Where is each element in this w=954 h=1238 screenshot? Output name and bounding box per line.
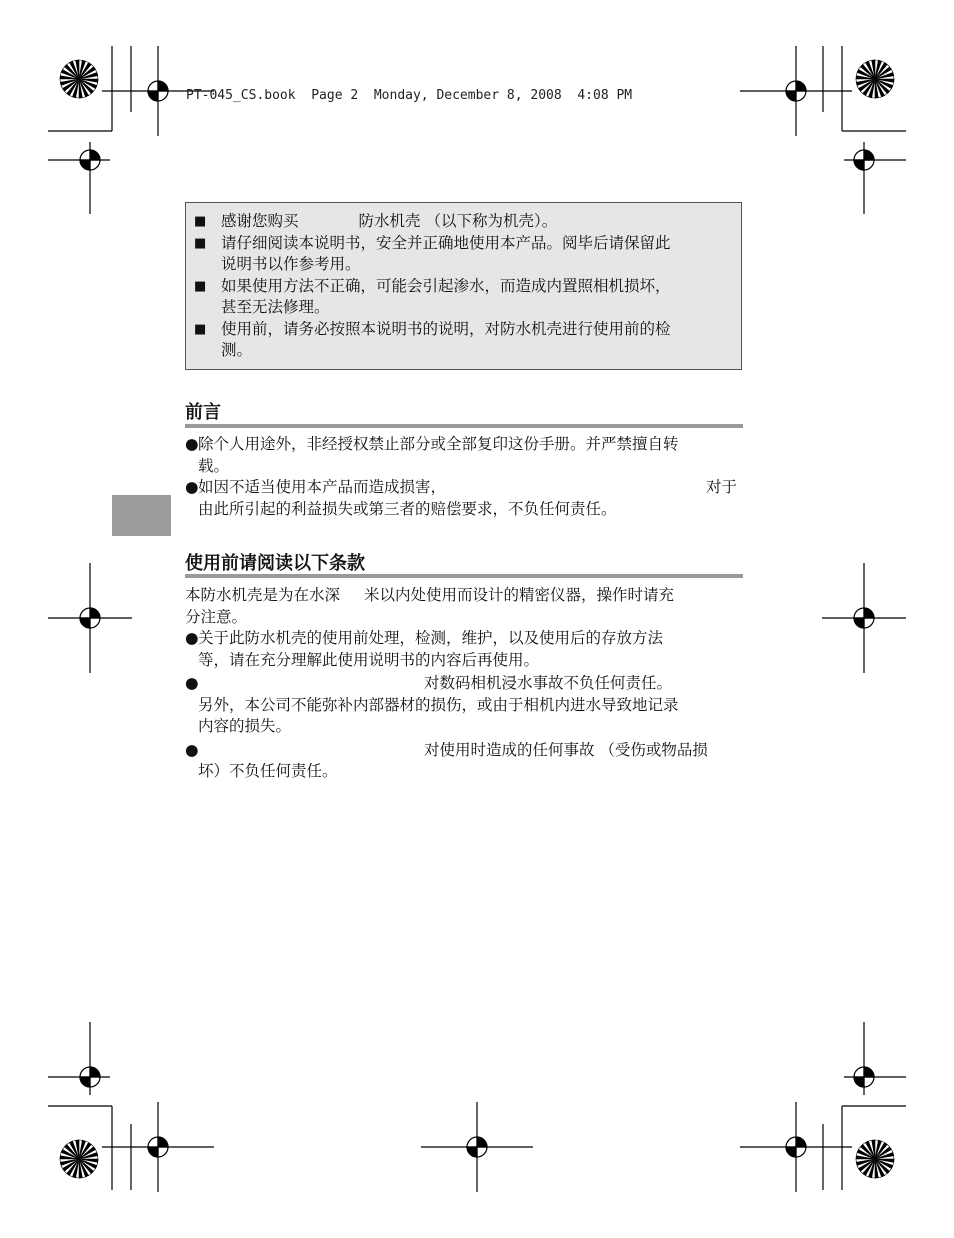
list-text: 对使用时造成的任何事故 （受伤或物品损 xyxy=(424,740,708,759)
notice-text: 如果使用方法不正确，可能会引起渗水，而造成内置照相机损坏， xyxy=(221,276,671,295)
notice-item xyxy=(194,276,731,319)
intro-text: 分注意。 xyxy=(185,607,248,626)
preface-list xyxy=(185,434,745,520)
list-text: 另外，本公司不能弥补内部器材的损伤，或由于相机内进水导致地记录 xyxy=(198,695,679,714)
list-text: 内容的损失。 xyxy=(198,717,292,735)
list-text: 坏）不负任何责任。 xyxy=(198,762,338,780)
notice-text: 感谢您购买 xyxy=(221,212,299,230)
intro-text: 米以内处使用而设计的精密仪器，操作时请充 xyxy=(364,586,675,604)
notice-text: 防水机壳 （以下称为机壳）。 xyxy=(358,212,558,230)
section-title-preface: 前言 xyxy=(185,402,221,423)
square-bullet-icon: ■ xyxy=(194,278,207,294)
list-text: 关于此防水机壳的使用前处理，检测，维护，以及使用后的存放方法 xyxy=(198,629,664,647)
notice-text: 请仔细阅读本说明书，安全并正确地使用本产品。阅毕后请保留此 xyxy=(221,233,671,252)
list-text: 除个人用途外，非经授权禁止部分或全部复印这份手册。并严禁擅自转 xyxy=(198,435,679,453)
notice-text: 说明书以作参考用。 xyxy=(221,255,361,273)
bullet-dot-icon: ● xyxy=(185,435,199,453)
list-text: 等，请在充分理解此使用说明书的内容后再使用。 xyxy=(198,650,540,669)
intro-text: 本防水机壳是为在水深 xyxy=(185,586,341,604)
list-text: 由此所引起的利益损失或第三者的赔偿要求，不负任何责任。 xyxy=(198,499,617,518)
square-bullet-icon: ■ xyxy=(194,214,207,229)
running-head: PT-045_CS.book Page 2 Monday, December 8, 2008 4:08 PM xyxy=(186,88,633,103)
terms-intro xyxy=(185,585,745,607)
list-item xyxy=(185,434,745,477)
list-text: 载。 xyxy=(198,456,230,475)
square-bullet-icon: ■ xyxy=(194,321,207,337)
bullet-dot-icon: ● xyxy=(185,478,199,496)
list-text: 如因不适当使用本产品而造成损害， xyxy=(198,478,447,496)
section-rule xyxy=(185,574,743,578)
notice-item xyxy=(194,211,731,233)
list-item xyxy=(185,628,745,671)
terms-body xyxy=(185,585,745,783)
list-item xyxy=(185,477,745,520)
list-text: 对于 xyxy=(706,478,738,496)
list-item xyxy=(185,673,745,738)
notice-item xyxy=(194,319,731,362)
list-item xyxy=(185,740,745,783)
bullet-dot-icon: ● xyxy=(185,740,199,759)
list-text: 对数码相机浸水事故不负任何责任。 xyxy=(424,674,673,692)
notice-text: 甚至无法修理。 xyxy=(221,298,330,316)
bullet-dot-icon: ● xyxy=(185,629,199,647)
chapter-tab xyxy=(112,495,171,536)
bullet-dot-icon: ● xyxy=(185,674,199,692)
square-bullet-icon: ■ xyxy=(194,235,207,251)
section-rule xyxy=(185,424,743,428)
section-title-terms: 使用前请阅读以下条款 xyxy=(185,553,365,574)
notice-item xyxy=(194,233,731,276)
notice-box xyxy=(185,202,742,370)
notice-text: 测。 xyxy=(221,341,253,359)
notice-text: 使用前，请务必按照本说明书的说明，对防水机壳进行使用前的检 xyxy=(221,319,671,338)
